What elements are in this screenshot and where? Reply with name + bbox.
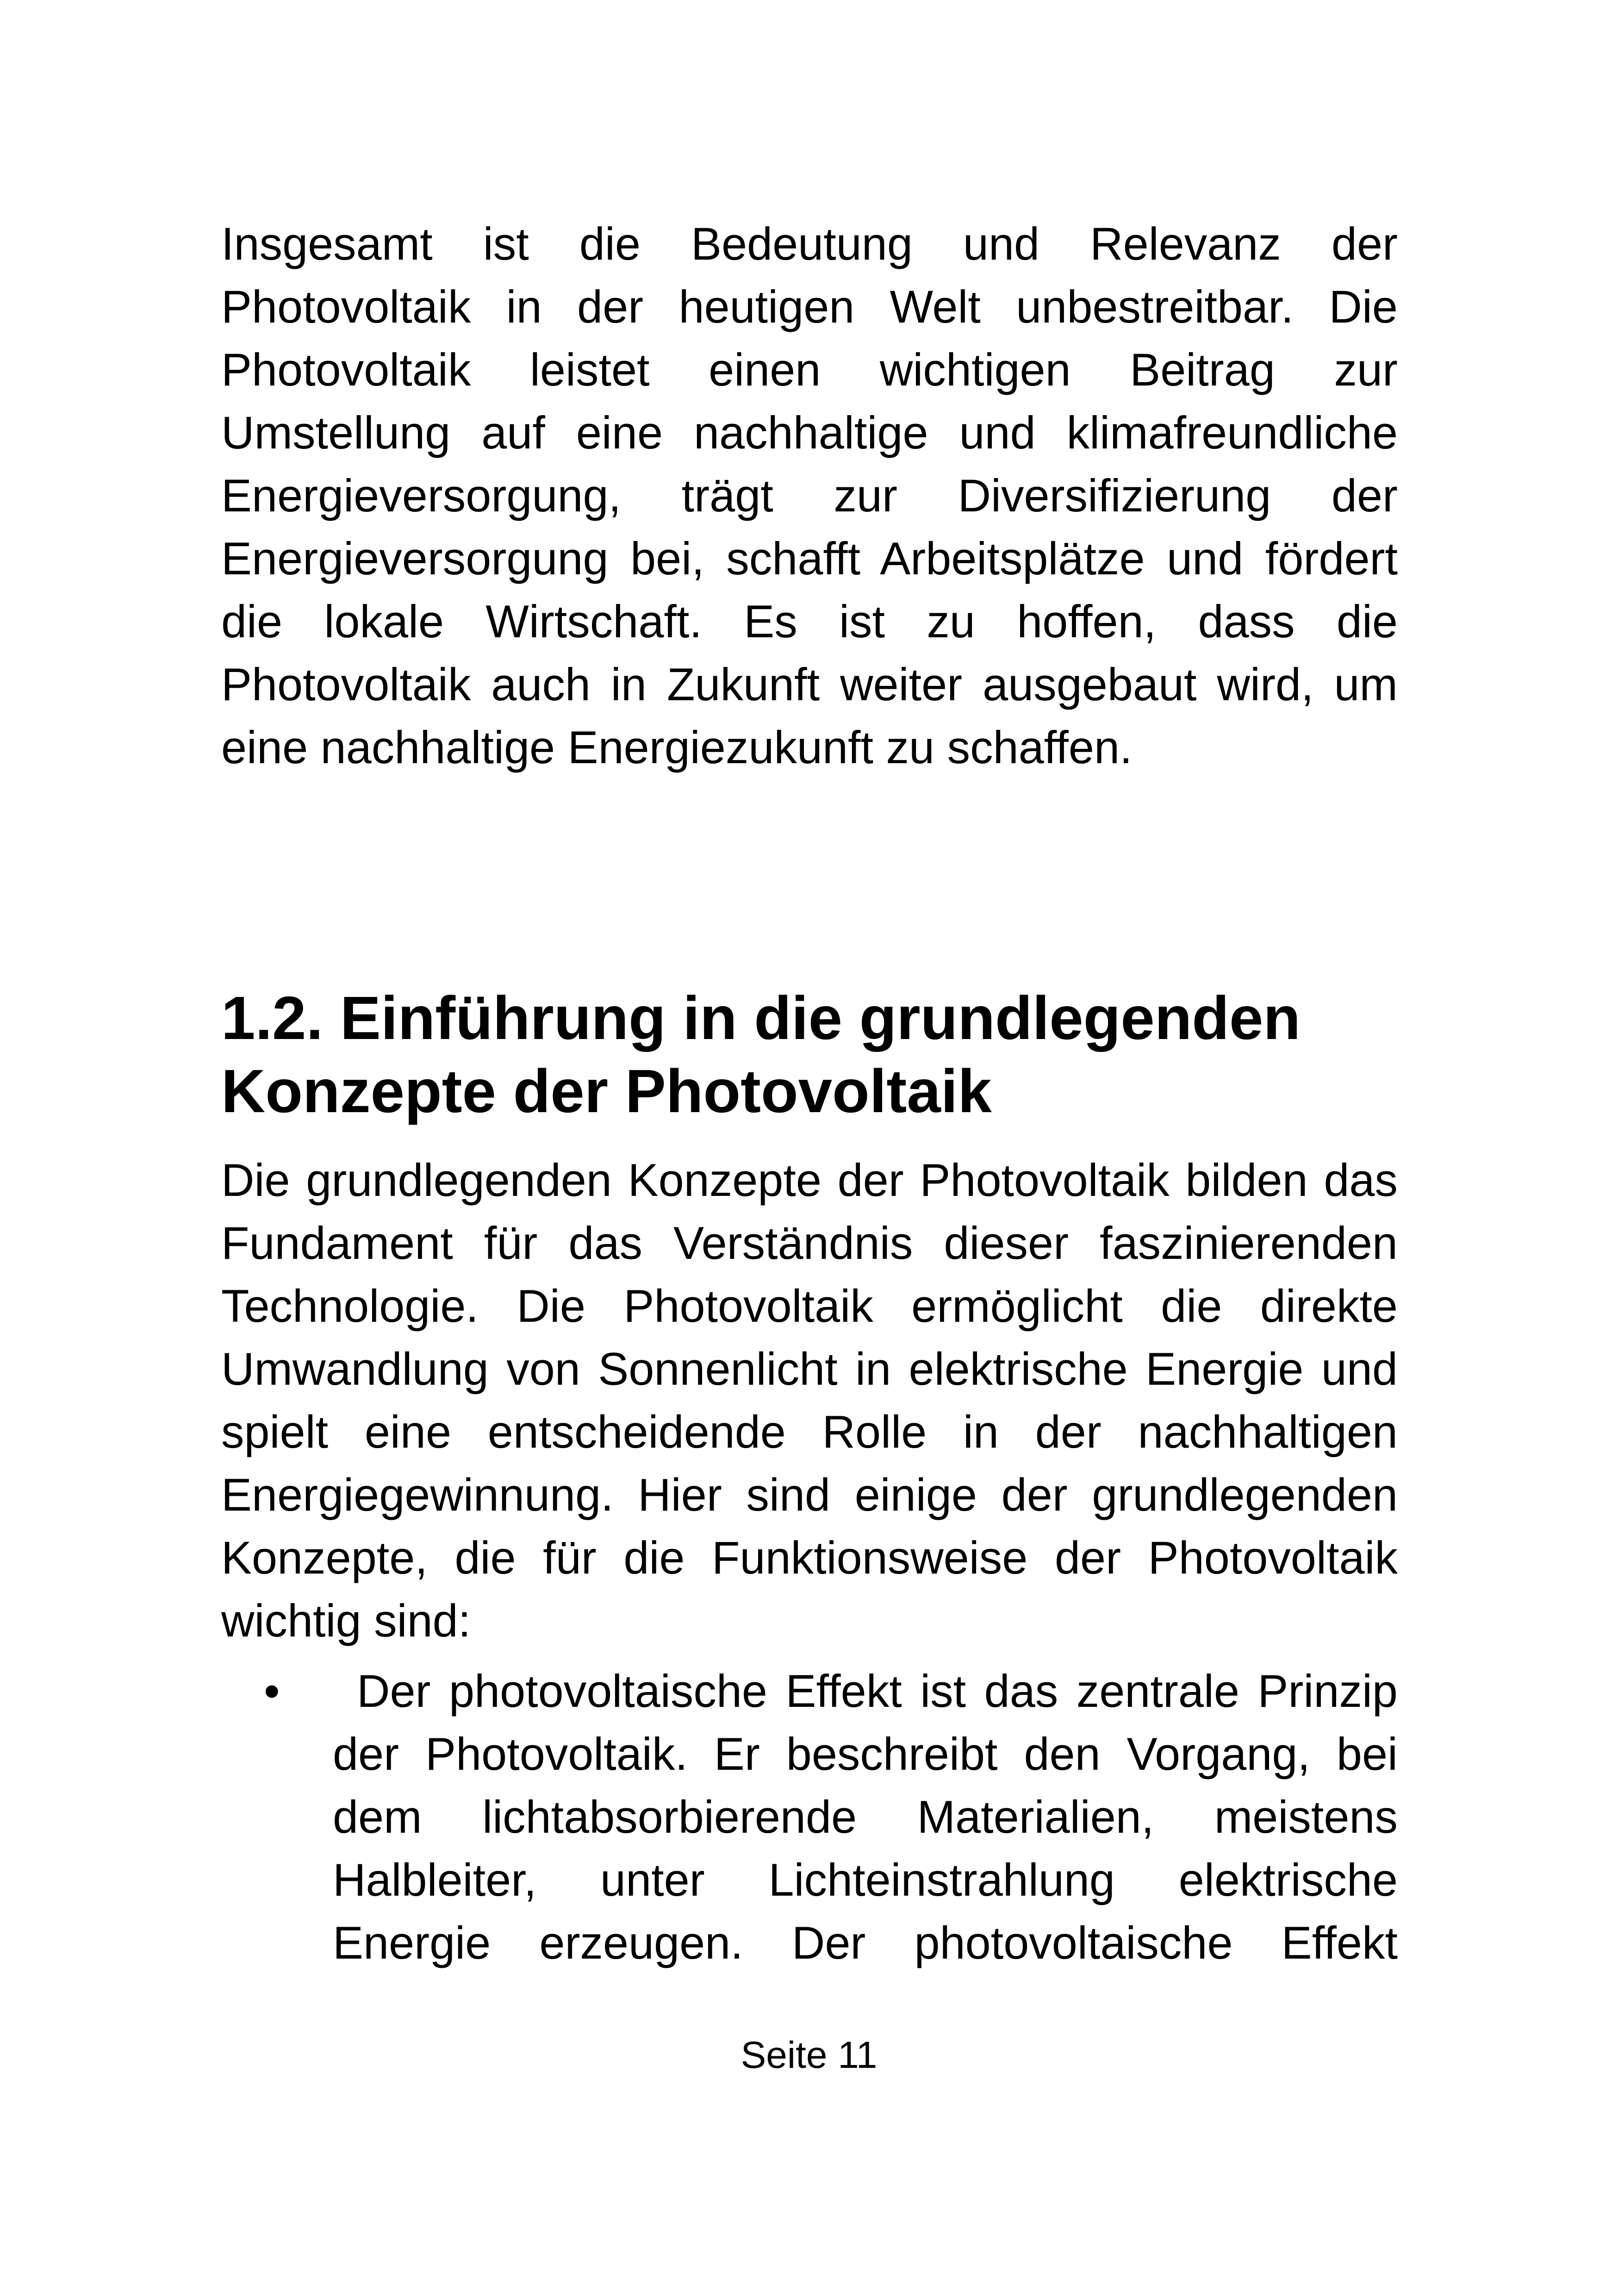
text-line: dem lichtabsorbierende Materialien, meistens [333,1791,1398,1842]
text-line: Der photovoltaische Effekt ist das zentrale Prinzip [357,1665,1398,1717]
text-line: Fundament für das Verständnis dieser faszinierenden [221,1217,1398,1269]
text-line: Konzepte, die für die Funktionsweise der Photovoltaik [221,1532,1398,1583]
text-line: Konzepte der Photovoltaik [221,1057,992,1125]
text-line: Insgesamt ist die Bedeutung und Relevanz der [221,218,1398,269]
text-line: der Photovoltaik. Er beschreibt den Vorgang, bei [333,1728,1398,1780]
text-line: Photovoltaik in der heutigen Welt unbestreitbar. Die [221,281,1398,332]
page-number: Seite 11 [741,2034,877,2076]
text-line: Energieversorgung bei, schafft Arbeitsplätze und fördert [221,533,1398,584]
page-footer [0,2033,1618,2078]
text-line: Halbleiter, unter Lichteinstrahlung elektrische [333,1854,1398,1905]
text-line: Energiegewinnung. Hier sind einige der grundlegenden [221,1469,1398,1520]
section-heading-1-2 [221,982,1398,1128]
text-line: Umwandlung von Sonnenlicht in elektrische Energie und [221,1343,1398,1394]
text-line: Energie erzeugen. Der photovoltaische Effekt [333,1917,1398,1968]
text-line: 1.2. Einführung in die grundlegenden [221,984,1301,1052]
text-line: wichtig sind: [221,1595,471,1646]
bullet-item-photovoltaic-effect [221,1660,1398,1974]
text-line: Umstellung auf eine nachhaltige und klimafreundliche [221,407,1398,458]
text-line: die lokale Wirtschaft. Es ist zu hoffen, dass die [221,596,1398,647]
bullet-marker-icon: • [264,1665,280,1717]
paragraph-basic-concepts-intro [221,1149,1398,1652]
text-line: Energieversorgung, trägt zur Diversifizierung der [221,470,1398,521]
text-line: spielt eine entscheidende Rolle in der nachhaltigen [221,1406,1398,1457]
paragraph-importance-conclusion [221,212,1398,779]
text-line: Technologie. Die Photovoltaik ermöglicht die direkte [221,1280,1398,1332]
text-line: Photovoltaik leistet einen wichtigen Beitrag zur [221,344,1398,395]
bullet-item-text [333,1660,1398,1974]
text-line: Photovoltaik auch in Zukunft weiter ausgebaut wird, um [221,659,1398,710]
text-line: Die grundlegenden Konzepte der Photovoltaik bilden das [221,1154,1398,1206]
text-line: eine nachhaltige Energiezukunft zu schaffen. [221,722,1133,773]
